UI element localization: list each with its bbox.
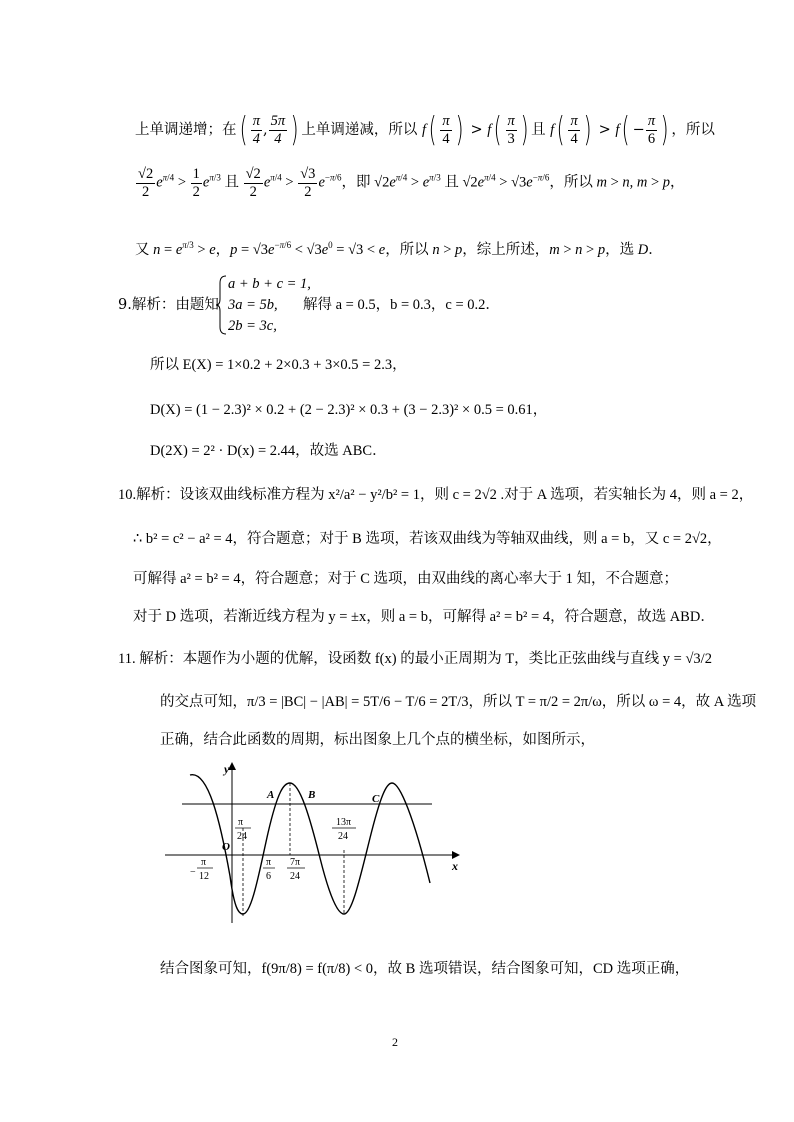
tick-neg-pi-12-den: 12 xyxy=(199,871,209,882)
q11-line-3: 正确，结合此函数的周期，标出图象上几个点的横坐标，如图所示， xyxy=(160,732,595,748)
tick-pi-24-den: 24 xyxy=(237,831,247,842)
tick-13pi-24-num: 13π xyxy=(336,817,352,828)
q10-line-3: 可解得 a² = b² = 4，符合题意；对于 C 选项，由双曲线的离心率大于 1 知，不合题意； xyxy=(133,571,679,587)
q9-system-eq3: 2b = 3c, xyxy=(228,318,277,334)
q9-variance: D(X) = (1 − 2.3)² × 0.2 + (2 − 2.3)² × 0.3 + (3 − 2.3)² × 0.5 = 0.61， xyxy=(150,402,548,418)
text-line-3: 又 $n = e^{\pi/3} > e$，$p = √3e^{-\pi/6} < √3e^0 = √3 < e$，所以 n > p，综上所述，m > n > p，选 D． xyxy=(135,240,663,258)
q10-line-4: 对于 D 选项，若渐近线方程为 y = ±x，则 a = b，可解得 a² = b² = 4，符合题意，故选 ABD． xyxy=(133,609,715,625)
point-c-label: C xyxy=(372,793,380,805)
q9-expectation: 所以 E(X) = 1×0.2 + 2×0.3 + 3×0.5 = 2.3， xyxy=(150,357,407,373)
q10-line-2: ∴ b² = c² − a² = 4，符合题意；对于 B 选项，若该双曲线为等轴双曲线，则 a = b，又 c = 2√2， xyxy=(133,531,722,547)
page-number: 2 xyxy=(392,1035,398,1049)
tick-7pi-24-num: 7π xyxy=(290,857,301,868)
tick-pi-6-den: 6 xyxy=(266,871,271,882)
q9-variance-2x: D(2X) = 2² · D(x) = 2.44，故选 ABC． xyxy=(150,443,387,459)
origin-label: O xyxy=(222,841,230,853)
tick-neg-pi-12-num: π xyxy=(201,857,207,868)
point-a-label: A xyxy=(267,789,275,801)
tick-7pi-24-den: 24 xyxy=(290,871,300,882)
tick-neg-sign: − xyxy=(190,867,196,878)
text-line-2: $\frac{√2}{2}$ $e^{\pi/4}$ > $\frac{1}{2}$ $e^{\pi/3}$ 且 $\frac{√2}{2}$ $e^{\pi/4}$ > $\frac{√3}{2}$ $e^{-\pi/6}$，即 $√2e^{\pi/4} > e^{\pi/3}$ 且 $√2e^{\pi/4} > √3e^{-\pi/6}$，所以 m > n, m > p， xyxy=(138,166,685,200)
tick-pi-6-num: π xyxy=(266,857,272,868)
q11-line-4: 结合图象可知，f(9π/8) = f(π/8) < 0，故 B 选项错误，结合图象可知，CD 选项正确， xyxy=(160,961,690,977)
q9-label: 9.解析：由题知 xyxy=(118,297,219,313)
q10-line-1: 10.解析：设该双曲线标准方程为 x²/a² − y²/b² = 1，则 c = 2√2 .对于 A 选项，若实轴长为 4，则 a = 2， xyxy=(118,487,754,503)
q9-solution: 解得 a = 0.5，b = 0.3，c = 0.2． xyxy=(303,297,500,313)
x-axis-arrow-icon xyxy=(452,851,460,859)
q11-line-1: 11. 解析：本题作为小题的优解，设函数 f(x) 的最小正周期为 T，类比正弦曲线与直线 y = √3/2 xyxy=(118,651,712,667)
y-axis-label: y xyxy=(224,762,230,776)
q11-line-2: 的交点可知，π/3 = |BC| − |AB| = 5T/6 − T/6 = 2T/3，所以 T = π/2 = 2π/ω，所以 ω = 4，故 A 选项 xyxy=(160,694,757,710)
point-b-label: B xyxy=(308,789,316,801)
q9-system-eq1: a + b + c = 1, xyxy=(228,276,311,292)
x-axis-label: x xyxy=(452,859,458,873)
text-line-1: 上单调递增；在( $\frac{\pi}{4}$ , $\frac{5\pi}{4}$ ) 上单调递减，所以 f( $\frac{\pi}{4}$ ) > f( $\frac{\pi}{3}$ ) 且 f( $\frac{\pi}{4}$ ) > f( − $\frac{\pi}{6}$ ) ，所以 xyxy=(135,110,715,151)
sine-graph-figure xyxy=(160,758,470,928)
tick-13pi-24-den: 24 xyxy=(338,831,348,842)
q9-system-eq2: 3a = 5b, xyxy=(228,297,278,313)
system-brace xyxy=(216,275,228,335)
tick-pi-24-num: π xyxy=(238,817,244,828)
